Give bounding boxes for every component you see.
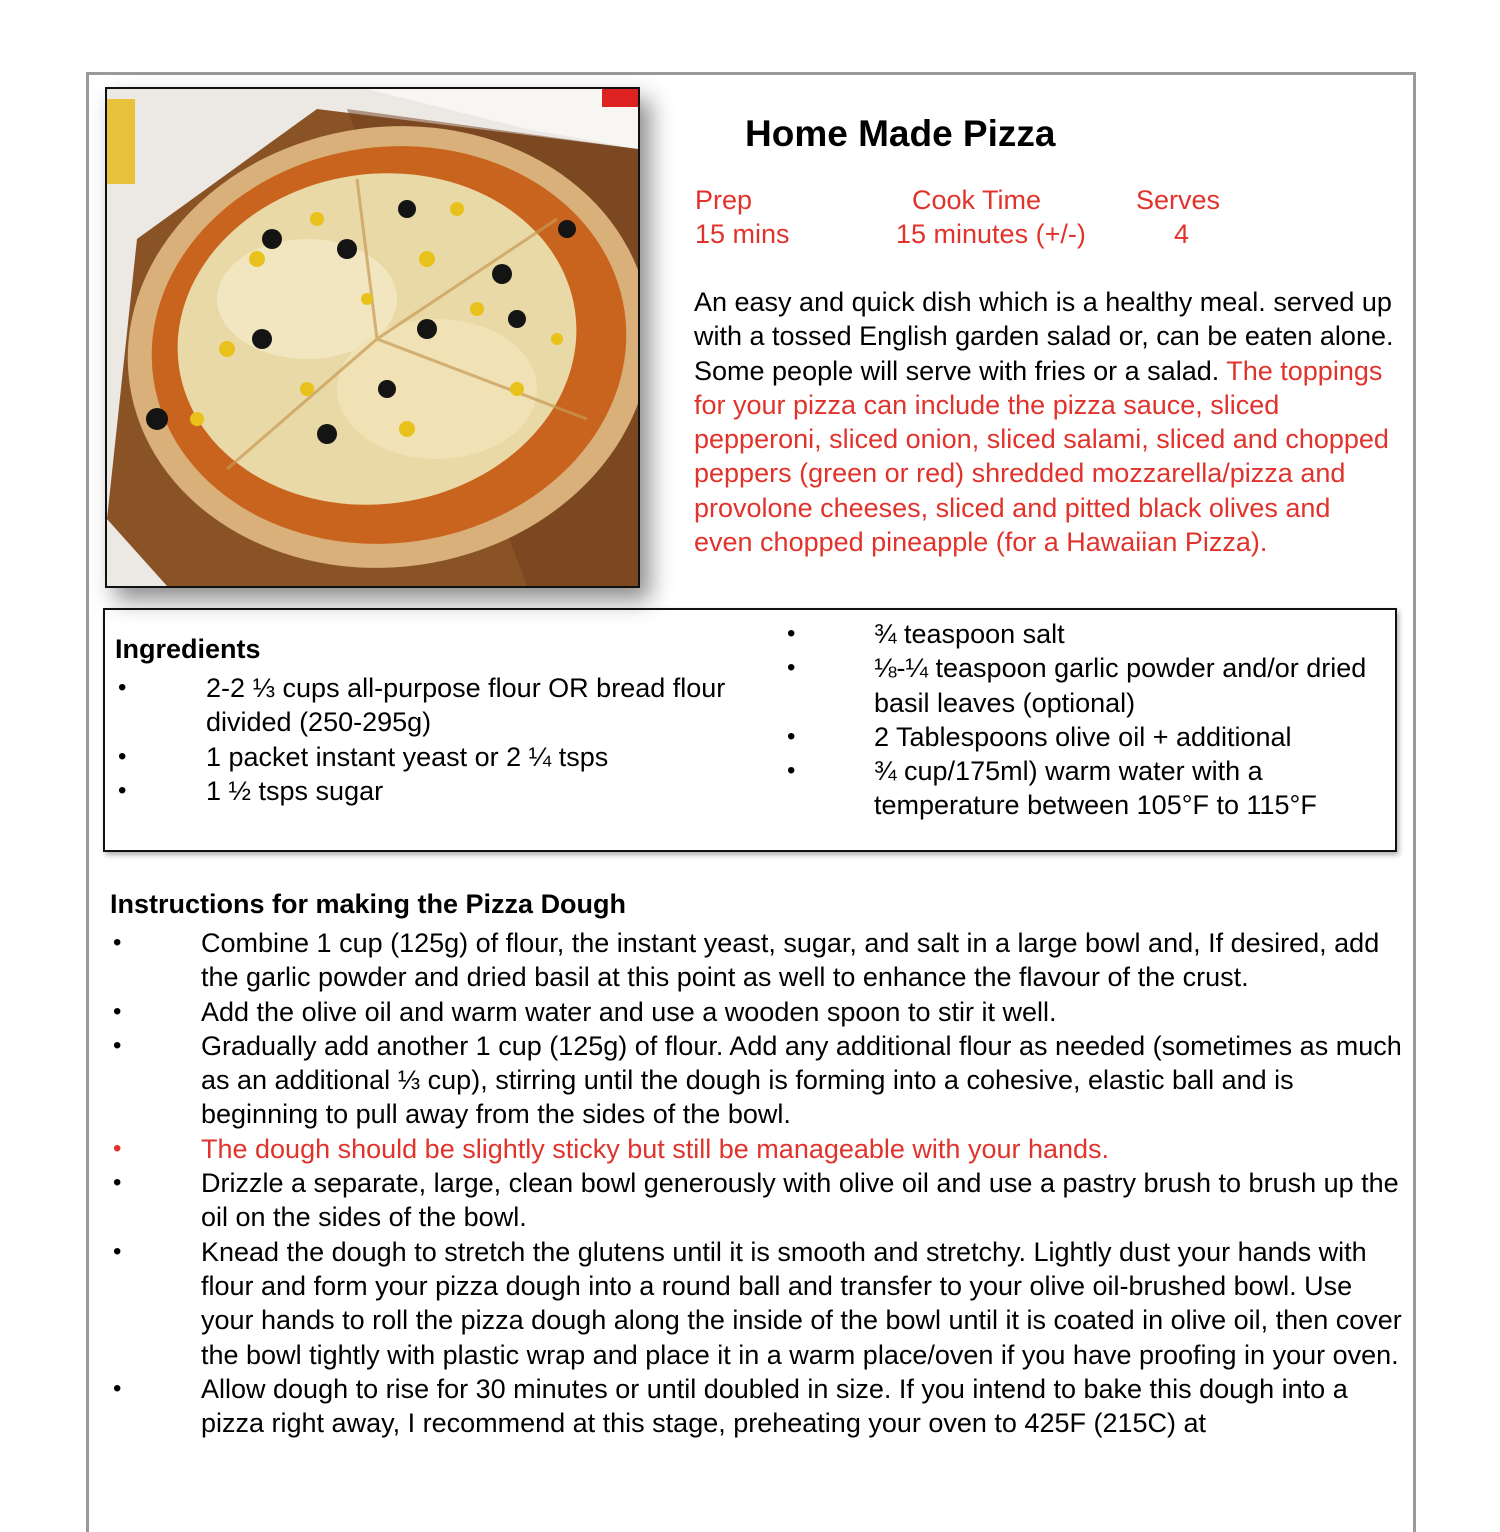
pizza-illustration — [107, 89, 638, 586]
serves-label: Serves — [1136, 185, 1221, 215]
prep-info — [695, 183, 790, 251]
step-text: Allow dough to rise for 30 minutes or until doubled in size. If you intend to bake this dough into a pizza right away, I recommend at this stage, preheating your oven to 425F (215C) at — [201, 1373, 1348, 1439]
ingredient-text: 1 ½ tsps sugar — [206, 775, 384, 806]
cook-time-label: Cook Time — [912, 185, 1042, 215]
prep-label: Prep — [695, 185, 753, 215]
description-text: An easy and quick dish which is a healthy meal. served up with a tossed English garden salad or, can be eaten alone. Some people will serve with fries or a salad. — [694, 287, 1394, 386]
ingredient-text: 2-2 ⅓ cups all-purpose flour OR bread flour divided (250-295g) — [206, 673, 726, 738]
step-text: Knead the dough to stretch the glutens until it is smooth and stretchy. Lightly dust your hands with flour and form your pizza dough into a round ball and transfer to your olive oil-brushed bowl. Use your hands to roll the pizza dough along the inside of the bowl until it is coated in olive oil, then cover the bowl tightly with plastic wrap and place it in a warm place/oven if you have proofing in your oven. — [201, 1236, 1402, 1370]
list-item — [110, 1235, 1410, 1372]
recipe-description — [694, 285, 1394, 559]
ingredients-list-right — [785, 617, 1385, 823]
step-text: Add the olive oil and warm water and use a wooden spoon to stir it well. — [201, 996, 1057, 1027]
prep-value: 15 mins — [695, 219, 790, 249]
bullet-icon: • — [113, 1031, 122, 1059]
ingredient-text: 2 Tablespoons olive oil + additional — [874, 721, 1292, 752]
ingredient-text: ⅛-¼ teaspoon garlic powder and/or dried basil leaves (optional) — [874, 653, 1367, 718]
list-item — [110, 926, 1410, 995]
list-item — [110, 1132, 1410, 1166]
list-item — [785, 651, 1385, 720]
list-item — [115, 740, 735, 774]
toppings-text: The toppings for your pizza can include the pizza sauce, sliced pepperoni, sliced onion, sliced salami, sliced and chopped peppers (green or red) shredded mozzarella/pizza and provolone cheeses, sliced and pitted black olives and even chopped pineapple (for a Hawaiian Pizza). — [694, 355, 1389, 558]
bullet-icon: • — [113, 929, 122, 956]
cook-time-value: 15 minutes (+/-) — [896, 219, 1086, 249]
bullet-icon: • — [113, 1237, 122, 1265]
instructions-heading: Instructions for making the Pizza Dough — [110, 889, 627, 919]
step-text: Combine 1 cup (125g) of flour, the instant yeast, sugar, and salt in a large bowl and, If desired, add the garlic powder and dried basil at this point as well to enhance the flavour of the crust. — [201, 928, 1380, 993]
bullet-icon: • — [787, 757, 796, 785]
list-item — [110, 1372, 1410, 1441]
recipe-title: Home Made Pizza — [745, 113, 1056, 154]
step-text: The dough should be slightly sticky but still be manageable with your hands. — [201, 1133, 1110, 1164]
instructions-list — [110, 926, 1410, 1440]
bullet-icon: • — [787, 722, 796, 750]
list-item — [785, 617, 1385, 651]
ingredient-text: 1 packet instant yeast or 2 ¼ tsps — [206, 741, 609, 772]
ingredients-heading: Ingredients — [115, 634, 261, 664]
list-item — [110, 995, 1410, 1029]
list-item — [110, 1029, 1410, 1132]
bullet-icon: • — [787, 620, 796, 647]
cook-time-info — [896, 183, 1086, 251]
bullet-icon: • — [113, 1374, 122, 1402]
bullet-icon: • — [118, 742, 127, 770]
list-item — [115, 774, 735, 808]
step-text: Drizzle a separate, large, clean bowl generously with olive oil and use a pastry brush to brush up the oil on the sides of the bowl. — [201, 1168, 1399, 1233]
ingredients-list-left — [115, 671, 735, 808]
list-item — [785, 720, 1385, 754]
list-item — [115, 671, 735, 740]
bullet-icon: • — [113, 997, 122, 1025]
bullet-icon: • — [787, 654, 796, 682]
serves-value: 4 — [1174, 219, 1190, 249]
ingredient-text: ¾ cup/175ml) warm water with a temperature between 105°F to 115°F — [874, 756, 1317, 821]
pizza-photo — [105, 87, 640, 588]
step-text: Gradually add another 1 cup (125g) of flour. Add any additional flour as needed (sometimes as much as an additional ⅓ cup), stirring until the dough is forming into a cohesive, elastic ball and is beginning to pull away from the sides of the bowl. — [201, 1030, 1402, 1130]
list-item — [110, 1166, 1410, 1235]
serves-info — [1136, 183, 1220, 251]
list-item — [785, 754, 1385, 823]
ingredient-text: ¾ teaspoon salt — [874, 619, 1065, 649]
bullet-icon: • — [118, 776, 127, 804]
bullet-icon: • — [118, 674, 127, 701]
bullet-icon: • — [113, 1169, 122, 1197]
bullet-icon: • — [113, 1134, 122, 1162]
